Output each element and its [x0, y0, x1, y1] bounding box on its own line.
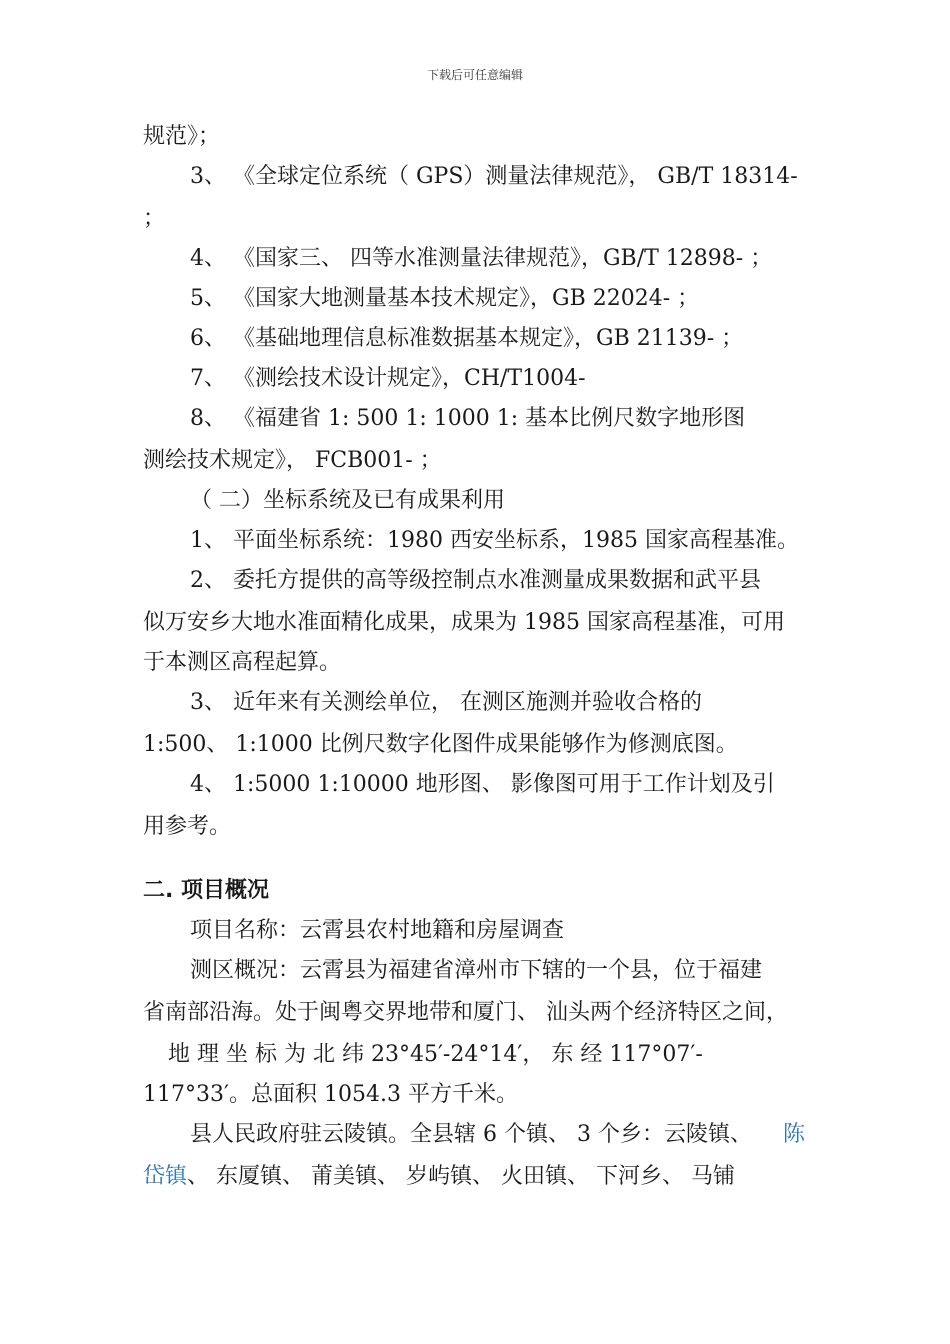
text-line: 地 理 坐 标 为 北 纬 23°45′-24°14′， 东 经 117°07′- [168, 1042, 703, 1067]
text-line: 3、 近年来有关测绘单位， 在测区施测并验收合格的 [190, 690, 702, 715]
text-line: 7、 《测绘技术设计规定》，CH/T1004- [190, 366, 586, 391]
text-line: 项目名称：云霄县农村地籍和房屋调查 [190, 918, 565, 943]
link-text[interactable]: 岱镇 [143, 1164, 188, 1189]
text-line [190, 1120, 806, 1150]
page-header: 下载后可任意编辑 [426, 68, 523, 82]
text-segment: 、 东厦镇、 莆美镇、 岁屿镇、 火田镇、 下河乡、 马铺 [187, 1164, 735, 1189]
text-line: 测区概况：云霄县为福建省漳州市下辖的一个县，位于福建 [190, 958, 763, 983]
section-heading: 二. 项目概况 [143, 878, 270, 903]
text-line: 4、 《国家三、 四等水准测量法律规范》，GB/T 12898- ； [190, 246, 773, 271]
text-line: 1:500、 1:1000 比例尺数字化图件成果能够作为修测底图。 [143, 732, 738, 757]
text-line: 5、 《国家大地测量基本技术规定》，GB 22024- ； [190, 286, 700, 311]
text-line: 用参考。 [143, 814, 232, 839]
text-line [143, 1162, 735, 1192]
section-subheading: （ 二）坐标系统及已有成果利用 [190, 488, 505, 513]
text-line: 似万安乡大地水准面精化成果，成果为 1985 国家高程基准，可用 [143, 610, 785, 635]
text-line: 117°33′。总面积 1054.3 平方千米。 [143, 1082, 518, 1107]
text-line: 4、 1:5000 1:10000 地形图、 影像图可用于工作计划及引 [190, 772, 775, 797]
text-line: 6、 《基础地理信息标准数据基本规定》，GB 21139- ； [190, 326, 744, 351]
text-line: 1、 平面坐标系统：1980 西安坐标系，1985 国家高程基准。 [190, 528, 799, 553]
text-line: 2、 委托方提供的高等级控制点水准测量成果数据和武平县 [190, 568, 761, 593]
text-line: 8、 《福建省 1: 500 1: 1000 1: 基本比例尺数字地形图 [190, 406, 746, 431]
text-line: 规范》； [143, 124, 221, 149]
text-line: 省南部沿海。处于闽粤交界地带和厦门、 汕头两个经济特区之间， [143, 1000, 788, 1025]
text-line: 3、 《全球定位系统（ GPS）测量法律规范》， GB/T 18314- [190, 164, 798, 189]
text-line: ； [143, 206, 166, 231]
text-segment: 县人民政府驻云陵镇。全县辖 6 个镇、 3 个乡：云陵镇、 [190, 1122, 752, 1147]
link-text[interactable]: 陈 [783, 1122, 806, 1147]
text-line: 测绘技术规定》， FCB001- ； [143, 448, 442, 473]
text-line: 于本测区高程起算。 [143, 650, 342, 675]
